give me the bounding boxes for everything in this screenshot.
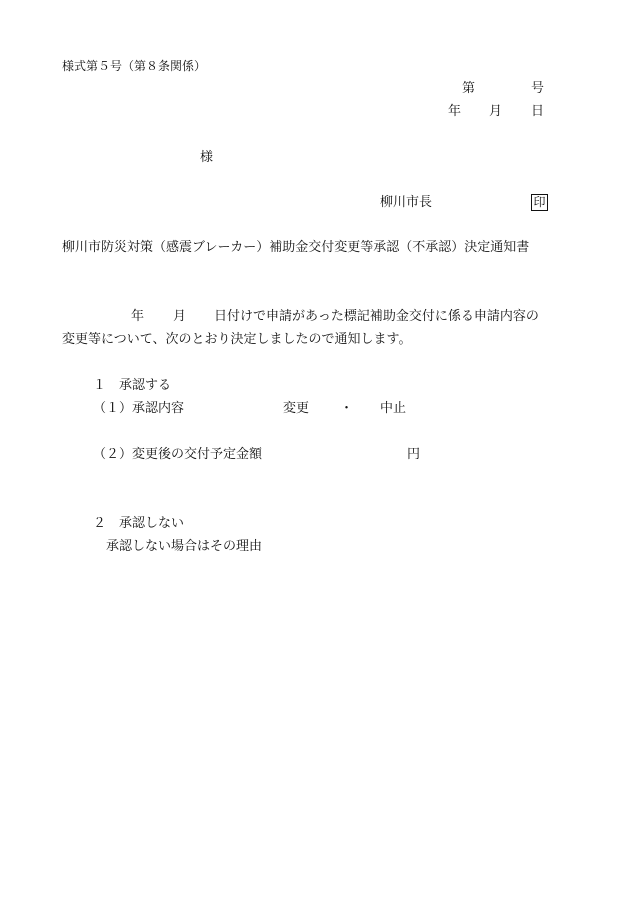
addressee-honorific: 様 (200, 150, 214, 165)
item1-option-change: 変更 (283, 401, 310, 416)
body-month: 月 (173, 309, 187, 324)
item2-label: （２）変更後の交付予定金額 (93, 447, 263, 462)
item1-label: （１）承認内容 (93, 401, 185, 416)
body-line2: 変更等について、次のとおり決定しましたので通知します。 (62, 332, 412, 347)
date-year: 年 (448, 104, 462, 119)
item2-unit: 円 (407, 447, 421, 462)
doc-number-prefix: 第 (462, 81, 476, 96)
doc-number-suffix: 号 (531, 81, 545, 96)
date-day: 日 (531, 104, 545, 119)
seal-stamp: 印 (531, 194, 548, 211)
section1-heading: １ 承認する (93, 378, 172, 393)
section2-reason-label: 承認しない場合はその理由 (106, 539, 263, 554)
document-title: 柳川市防災対策（感震ブレーカー）補助金交付変更等承認（不承認）決定通知書 (62, 240, 530, 255)
date-month: 月 (489, 104, 503, 119)
section2-heading: ２ 承認しない (93, 516, 185, 531)
body-year: 年 (131, 309, 145, 324)
item1-separator: ・ (340, 401, 354, 416)
item1-option-cancel: 中止 (380, 401, 407, 416)
sender-name: 柳川市長 (380, 195, 433, 210)
body-line1-rest: 日付けで申請があった標記補助金交付に係る申請内容の (214, 309, 539, 324)
form-number: 様式第５号（第８条関係） (62, 59, 207, 73)
